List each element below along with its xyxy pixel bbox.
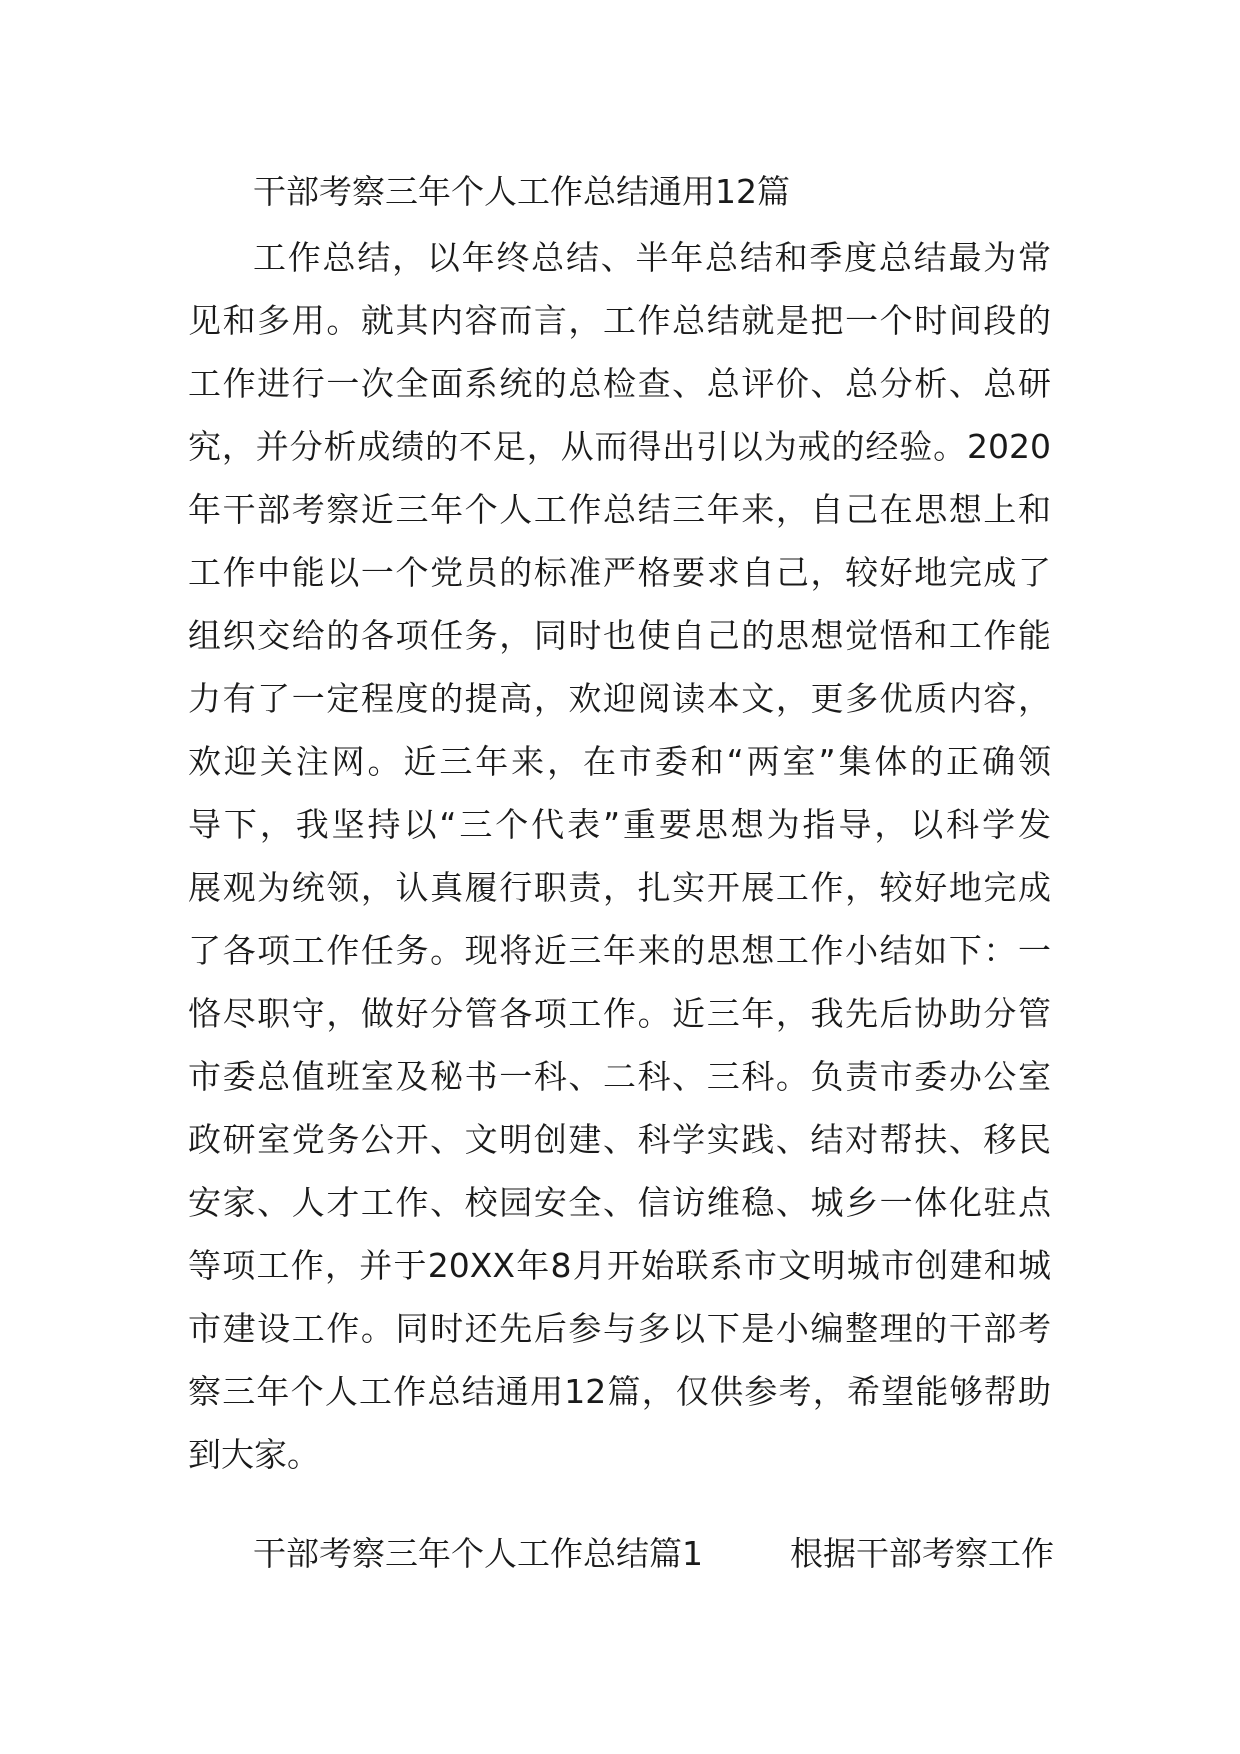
paragraph-line: 年干部考察近三年个人工作总结三年来，自己在思想上和 xyxy=(188,490,1051,529)
paragraph-line: 安家、人才工作、校园安全、信访维稳、城乡一体化驻点 xyxy=(188,1183,1051,1222)
paragraph-line: 恪尽职守，做好分管各项工作。近三年，我先后协助分管 xyxy=(188,994,1051,1033)
paragraph-line: 察三年个人工作总结通用12篇，仅供参考，希望能够帮助 xyxy=(188,1372,1051,1411)
paragraph-line: 导下，我坚持以“三个代表”重要思想为指导，以科学发 xyxy=(188,805,1051,844)
paragraph-line: 究，并分析成绩的不足，从而得出引以为戒的经验。2020 xyxy=(188,427,1051,466)
paragraph-line: 市委总值班室及秘书一科、二科、三科。负责市委办公室 xyxy=(188,1057,1051,1096)
paragraph-line: 工作进行一次全面系统的总检查、总评价、总分析、总研 xyxy=(188,364,1051,403)
section-text-start: 根据干部考察工作 xyxy=(790,1534,1054,1573)
document-title: 干部考察三年个人工作总结通用12篇 xyxy=(253,172,790,211)
paragraph-line: 展观为统领，认真履行职责，扎实开展工作，较好地完成 xyxy=(188,868,1051,907)
paragraph-line: 市建设工作。同时还先后参与多以下是小编整理的干部考 xyxy=(188,1309,1051,1348)
paragraph-line: 组织交给的各项任务，同时也使自己的思想觉悟和工作能 xyxy=(188,616,1051,655)
paragraph-line: 到大家。 xyxy=(188,1435,320,1474)
paragraph-line: 力有了一定程度的提高，欢迎阅读本文，更多优质内容， xyxy=(188,679,1051,718)
paragraph-line: 见和多用。就其内容而言，工作总结就是把一个时间段的 xyxy=(188,301,1051,340)
paragraph-line: 了各项工作任务。现将近三年来的思想工作小结如下：一 xyxy=(188,931,1051,970)
paragraph-line: 政研室党务公开、文明创建、科学实践、结对帮扶、移民 xyxy=(188,1120,1051,1159)
paragraph-line: 等项工作，并于20XX年8月开始联系市文明城市创建和城 xyxy=(188,1246,1051,1285)
paragraph-line: 工作中能以一个党员的标准严格要求自己，较好地完成了 xyxy=(188,553,1051,592)
section-heading: 干部考察三年个人工作总结篇1 xyxy=(253,1534,703,1573)
paragraph-line: 欢迎关注网。近三年来，在市委和“两室”集体的正确领 xyxy=(188,742,1051,781)
paragraph-line: 工作总结，以年终总结、半年总结和季度总结最为常 xyxy=(253,238,1051,277)
